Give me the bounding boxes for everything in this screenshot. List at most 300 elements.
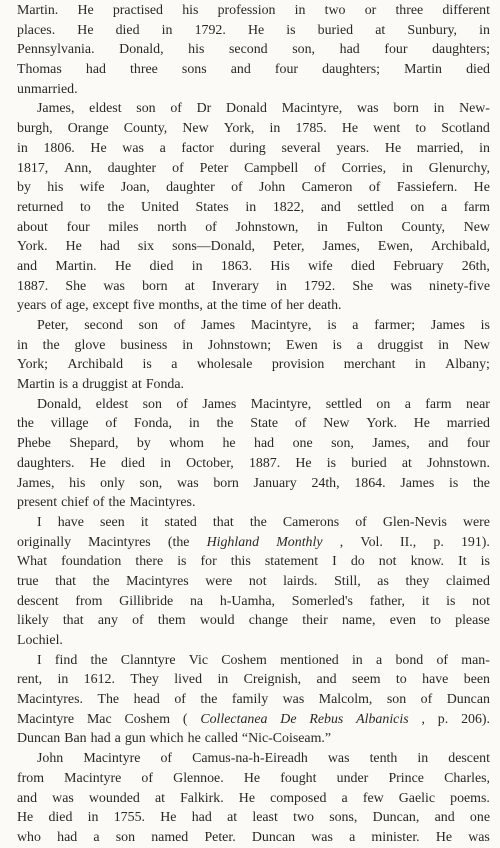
word: p. bbox=[437, 711, 449, 727]
word: Orange bbox=[67, 121, 109, 137]
word: his bbox=[69, 475, 86, 491]
word: Duncan bbox=[251, 829, 296, 845]
word: is bbox=[327, 318, 337, 333]
word: months, bbox=[158, 298, 203, 314]
word: Vic bbox=[188, 652, 209, 668]
word: Macintyre bbox=[64, 770, 122, 786]
word: in bbox=[479, 22, 490, 38]
word: De bbox=[280, 711, 297, 727]
word: He bbox=[89, 455, 106, 471]
word: Macintyre bbox=[17, 711, 75, 727]
text-line bbox=[17, 690, 490, 710]
word: York. bbox=[366, 416, 397, 432]
word: a bbox=[72, 377, 79, 393]
word: He bbox=[435, 829, 453, 845]
word: Monthly bbox=[276, 534, 323, 550]
word: sons, bbox=[329, 810, 358, 826]
word: Fonda, bbox=[133, 416, 173, 432]
word: it bbox=[140, 514, 149, 530]
word: which bbox=[149, 731, 184, 747]
word: seem bbox=[351, 672, 381, 688]
word: descent bbox=[17, 593, 59, 609]
word: age, bbox=[65, 298, 89, 314]
word: a bbox=[93, 829, 100, 845]
word: was bbox=[103, 278, 125, 294]
word: I bbox=[332, 554, 337, 570]
word: at bbox=[401, 455, 412, 471]
word: , bbox=[421, 711, 425, 727]
text-line bbox=[17, 355, 490, 375]
word: of bbox=[355, 514, 367, 530]
word: New- bbox=[459, 101, 490, 117]
text-line bbox=[17, 592, 490, 612]
word: Sunbury, bbox=[407, 22, 458, 38]
word: poems. bbox=[450, 790, 490, 806]
word: had bbox=[254, 436, 275, 452]
word: least bbox=[252, 810, 278, 826]
word: Glennoe. bbox=[173, 770, 224, 786]
word: two bbox=[324, 3, 346, 18]
word: descent bbox=[448, 751, 490, 767]
text-line bbox=[17, 277, 490, 297]
word: Macintyre bbox=[83, 751, 141, 767]
word: druggist bbox=[82, 377, 128, 393]
text-line bbox=[17, 434, 490, 454]
word: family bbox=[231, 692, 269, 708]
word: named bbox=[151, 829, 189, 845]
word: 1863. bbox=[220, 258, 253, 274]
word: for bbox=[200, 554, 217, 570]
word: Fonda. bbox=[145, 377, 185, 393]
word: Duncan bbox=[446, 692, 490, 708]
text-line bbox=[17, 808, 490, 828]
word: seen bbox=[99, 514, 125, 530]
word: Donald, bbox=[119, 42, 164, 58]
word: had bbox=[99, 239, 120, 255]
word: and bbox=[17, 258, 38, 274]
word: , bbox=[339, 534, 344, 550]
word: Gaelic bbox=[398, 790, 436, 806]
word: Thomas bbox=[17, 62, 62, 78]
word: merchant bbox=[343, 357, 396, 373]
word: there bbox=[135, 554, 164, 570]
text-line bbox=[17, 1, 490, 21]
word: Ewen, bbox=[377, 239, 413, 255]
word: of bbox=[92, 495, 105, 511]
text-line bbox=[17, 572, 490, 592]
word: born bbox=[393, 101, 419, 117]
word: minister. bbox=[371, 829, 420, 845]
word: not bbox=[378, 554, 397, 570]
word: Johnstown. bbox=[427, 455, 490, 471]
word: returned bbox=[17, 199, 64, 215]
word: sons—Donald, bbox=[172, 239, 256, 255]
word: Archibald bbox=[67, 357, 124, 373]
text-line bbox=[17, 474, 490, 494]
word: only bbox=[100, 475, 125, 491]
word: is bbox=[480, 554, 490, 570]
word: Macintyres bbox=[126, 573, 189, 589]
word: four bbox=[274, 62, 299, 78]
text-line bbox=[17, 336, 490, 356]
word: in bbox=[479, 140, 490, 156]
text-line bbox=[17, 99, 490, 119]
word: died bbox=[115, 22, 140, 38]
word: Coshem bbox=[124, 711, 170, 727]
word: time bbox=[241, 298, 267, 314]
word: druggist bbox=[377, 337, 424, 353]
word: them bbox=[157, 613, 186, 629]
word: of bbox=[174, 692, 186, 708]
word: James bbox=[202, 396, 237, 412]
text-line bbox=[17, 493, 490, 513]
word: 1806. bbox=[43, 140, 75, 156]
word: wounded bbox=[88, 790, 140, 806]
word: of bbox=[420, 692, 433, 708]
word: Fassiefern. bbox=[396, 180, 458, 196]
word: State bbox=[250, 416, 279, 432]
word: and bbox=[316, 672, 337, 688]
text-line bbox=[17, 631, 490, 651]
word: in bbox=[276, 278, 287, 294]
word: of bbox=[368, 180, 381, 196]
word: went bbox=[373, 121, 401, 137]
word: of bbox=[436, 652, 449, 668]
word: stated bbox=[164, 514, 197, 530]
word: son, bbox=[331, 436, 354, 452]
word: Rebus bbox=[309, 711, 344, 727]
word: to bbox=[415, 121, 427, 137]
word: in bbox=[245, 199, 257, 215]
word: had bbox=[191, 810, 212, 826]
word: at bbox=[154, 790, 165, 806]
word: Macintyres bbox=[88, 534, 151, 550]
word: in bbox=[294, 3, 306, 18]
word: County, bbox=[123, 121, 168, 137]
word: of bbox=[105, 416, 117, 432]
word: in bbox=[414, 357, 426, 373]
text-line bbox=[17, 159, 490, 179]
word: of bbox=[294, 416, 307, 432]
word: son bbox=[386, 692, 407, 708]
word: October, bbox=[186, 455, 234, 471]
word: son, bbox=[139, 475, 163, 491]
word: York; bbox=[17, 357, 49, 373]
word: village bbox=[50, 416, 89, 432]
word: places. bbox=[17, 22, 56, 38]
word: Ewen bbox=[286, 337, 318, 353]
word: 1612. bbox=[83, 672, 115, 688]
word: is bbox=[142, 357, 152, 373]
word: had bbox=[339, 42, 360, 58]
word: fought bbox=[280, 770, 317, 786]
word: James, bbox=[372, 436, 410, 452]
word: was bbox=[356, 101, 379, 117]
word: He bbox=[160, 810, 177, 826]
word: is bbox=[448, 475, 459, 491]
word: had bbox=[85, 62, 106, 78]
word: any bbox=[97, 613, 118, 629]
word: glove bbox=[74, 337, 106, 353]
word: Donald bbox=[226, 101, 267, 117]
word: It bbox=[458, 554, 467, 570]
word: daughters; bbox=[322, 62, 381, 78]
word: 1755. bbox=[113, 810, 145, 826]
word: daughter bbox=[166, 180, 215, 196]
word: married bbox=[446, 416, 490, 432]
text-line bbox=[17, 729, 490, 749]
word: Scotland bbox=[441, 121, 490, 137]
word: Ann, bbox=[64, 160, 92, 176]
word: Martin. bbox=[55, 258, 97, 274]
word: profession bbox=[217, 3, 276, 18]
word: Creignish, bbox=[243, 672, 302, 688]
text-line bbox=[17, 710, 490, 730]
word: Camerons bbox=[282, 514, 340, 530]
word: States bbox=[195, 199, 229, 215]
word: farm bbox=[425, 396, 452, 412]
word: 1785. bbox=[295, 121, 327, 137]
word: at bbox=[227, 810, 238, 826]
text-line bbox=[17, 198, 490, 218]
word: even bbox=[389, 613, 416, 629]
word: 1792. bbox=[303, 278, 336, 294]
text-line bbox=[17, 296, 490, 316]
word: have bbox=[57, 514, 84, 530]
word: in bbox=[217, 672, 229, 688]
word: 1792. bbox=[194, 22, 226, 38]
word: in bbox=[317, 219, 328, 235]
word: he bbox=[187, 731, 201, 747]
word: claimed bbox=[445, 573, 490, 589]
word: and bbox=[434, 810, 455, 826]
word: He bbox=[77, 22, 94, 38]
word: daughter bbox=[107, 160, 157, 176]
word: had bbox=[90, 731, 111, 747]
word: do bbox=[350, 554, 365, 570]
word: settled bbox=[325, 396, 362, 412]
text-line bbox=[17, 749, 490, 769]
word: John bbox=[258, 180, 286, 196]
word: He bbox=[65, 239, 82, 255]
word: of bbox=[160, 751, 173, 767]
word: 1822, bbox=[272, 199, 305, 215]
word: man- bbox=[461, 652, 490, 668]
word: Charles, bbox=[444, 770, 490, 786]
word: of bbox=[176, 396, 188, 412]
word: James, bbox=[37, 101, 75, 117]
word: please bbox=[455, 613, 490, 629]
word: change bbox=[248, 613, 289, 629]
word: Johnstown; bbox=[207, 337, 272, 353]
word: farmer; bbox=[374, 318, 416, 333]
word: Macintyre, bbox=[250, 396, 312, 412]
word: He bbox=[341, 121, 359, 137]
word: and bbox=[17, 790, 38, 806]
word: a bbox=[356, 337, 363, 353]
word: that bbox=[55, 573, 77, 589]
word: by bbox=[17, 180, 31, 196]
word: of bbox=[170, 101, 182, 117]
word: under bbox=[336, 770, 369, 786]
word: ( bbox=[182, 711, 188, 727]
word: York, bbox=[223, 121, 255, 137]
word: is bbox=[446, 593, 456, 609]
word: settled bbox=[357, 199, 394, 215]
word: Fulton bbox=[346, 219, 383, 235]
word: Peter, bbox=[273, 239, 305, 255]
text-line bbox=[17, 414, 490, 434]
word: foundation bbox=[61, 554, 122, 570]
word: four bbox=[466, 436, 490, 452]
text-line bbox=[17, 651, 490, 671]
word: Macintyre, bbox=[281, 101, 343, 117]
word: York. bbox=[17, 239, 48, 255]
word: son bbox=[142, 396, 162, 412]
word: John bbox=[37, 751, 64, 767]
word: find bbox=[54, 652, 78, 668]
word: 1887. bbox=[17, 278, 49, 294]
word: born bbox=[213, 475, 239, 491]
word: Lochiel. bbox=[17, 633, 63, 648]
word: in bbox=[161, 22, 173, 38]
word: Malcolm, bbox=[318, 692, 373, 708]
word: their bbox=[302, 613, 328, 629]
word: I bbox=[37, 514, 42, 530]
word: to bbox=[430, 613, 441, 629]
word: p. bbox=[433, 534, 444, 550]
text-line bbox=[17, 375, 490, 395]
word: it bbox=[421, 593, 430, 609]
word: been bbox=[463, 672, 490, 688]
word: Corries, bbox=[341, 160, 387, 176]
word: at bbox=[206, 298, 217, 314]
word: unmarried. bbox=[17, 81, 78, 97]
word: Archibald, bbox=[430, 239, 490, 255]
word: her bbox=[286, 298, 304, 314]
word: four bbox=[66, 219, 90, 235]
word: 191). bbox=[460, 534, 490, 550]
word: his bbox=[47, 180, 64, 196]
word: the bbox=[90, 652, 108, 668]
word: Cameron bbox=[301, 180, 353, 196]
word: 206). bbox=[461, 711, 490, 727]
word: son, bbox=[292, 42, 315, 58]
word: the bbox=[249, 514, 267, 530]
word: this bbox=[230, 554, 251, 570]
word: Inverary bbox=[211, 278, 259, 294]
word: sons bbox=[181, 62, 207, 78]
word: tenth bbox=[369, 751, 398, 767]
word: a bbox=[440, 199, 448, 215]
word: three bbox=[130, 62, 158, 78]
text-line bbox=[17, 769, 490, 789]
word: daughters. bbox=[17, 455, 75, 471]
word: He bbox=[243, 770, 261, 786]
word: mentioned bbox=[280, 652, 339, 668]
text-line bbox=[17, 533, 490, 553]
word: a bbox=[159, 140, 166, 156]
word: Glenurchy, bbox=[428, 160, 490, 176]
word: Collectanea bbox=[200, 711, 268, 727]
word: composed bbox=[270, 790, 327, 806]
word: Johnstown, bbox=[235, 219, 299, 235]
word: the bbox=[108, 495, 126, 511]
word: wife bbox=[79, 180, 105, 196]
word: lairds. bbox=[283, 573, 318, 589]
word: Ban bbox=[64, 731, 87, 747]
word: the bbox=[42, 337, 60, 353]
word: James bbox=[201, 318, 236, 333]
word: Dr bbox=[196, 101, 212, 117]
word: the bbox=[220, 298, 238, 314]
word: of bbox=[270, 298, 283, 314]
word: was bbox=[52, 790, 74, 806]
text-line bbox=[17, 670, 490, 690]
text-line bbox=[17, 119, 490, 139]
word: in bbox=[402, 160, 413, 176]
word: He bbox=[247, 22, 265, 38]
word: Pennsylvania. bbox=[17, 42, 95, 58]
word: in bbox=[182, 337, 193, 353]
word: I bbox=[37, 652, 42, 668]
word: wife bbox=[308, 258, 333, 274]
word: buried bbox=[351, 455, 387, 471]
word: chief bbox=[61, 495, 89, 511]
word: son bbox=[138, 318, 158, 333]
word: of bbox=[205, 219, 217, 235]
word: is bbox=[58, 377, 69, 393]
text-line bbox=[17, 178, 490, 198]
word: United bbox=[141, 199, 179, 215]
word: two bbox=[293, 810, 314, 826]
word: death. bbox=[307, 298, 342, 314]
word: in bbox=[351, 652, 363, 668]
word: Duncan bbox=[17, 731, 61, 747]
word: his bbox=[182, 3, 199, 18]
word: the bbox=[92, 573, 110, 589]
word: on bbox=[376, 396, 391, 412]
word: whom bbox=[169, 436, 204, 452]
word: 1817, bbox=[17, 160, 49, 176]
word: at bbox=[131, 377, 142, 393]
word: would bbox=[199, 613, 235, 629]
word: II., bbox=[400, 534, 417, 550]
word: 26th, bbox=[461, 258, 490, 274]
word: in bbox=[188, 416, 200, 432]
word: a bbox=[349, 829, 356, 845]
word: in bbox=[191, 258, 203, 274]
word: called bbox=[204, 731, 238, 747]
word: of bbox=[132, 613, 144, 629]
word: were bbox=[205, 573, 233, 589]
word: was bbox=[468, 829, 490, 845]
word: one bbox=[292, 436, 313, 452]
word: true bbox=[17, 573, 39, 589]
word: The bbox=[97, 692, 120, 708]
word: the bbox=[200, 692, 218, 708]
word: died bbox=[351, 258, 375, 274]
word: Martin bbox=[404, 62, 442, 78]
word: Coshem bbox=[221, 652, 267, 668]
word: a bbox=[171, 357, 178, 373]
word: County, bbox=[401, 219, 446, 235]
word: head bbox=[133, 692, 160, 708]
word: Highland bbox=[206, 534, 260, 550]
word: They bbox=[130, 672, 159, 688]
word: gun bbox=[124, 731, 146, 747]
text-line bbox=[17, 60, 490, 80]
